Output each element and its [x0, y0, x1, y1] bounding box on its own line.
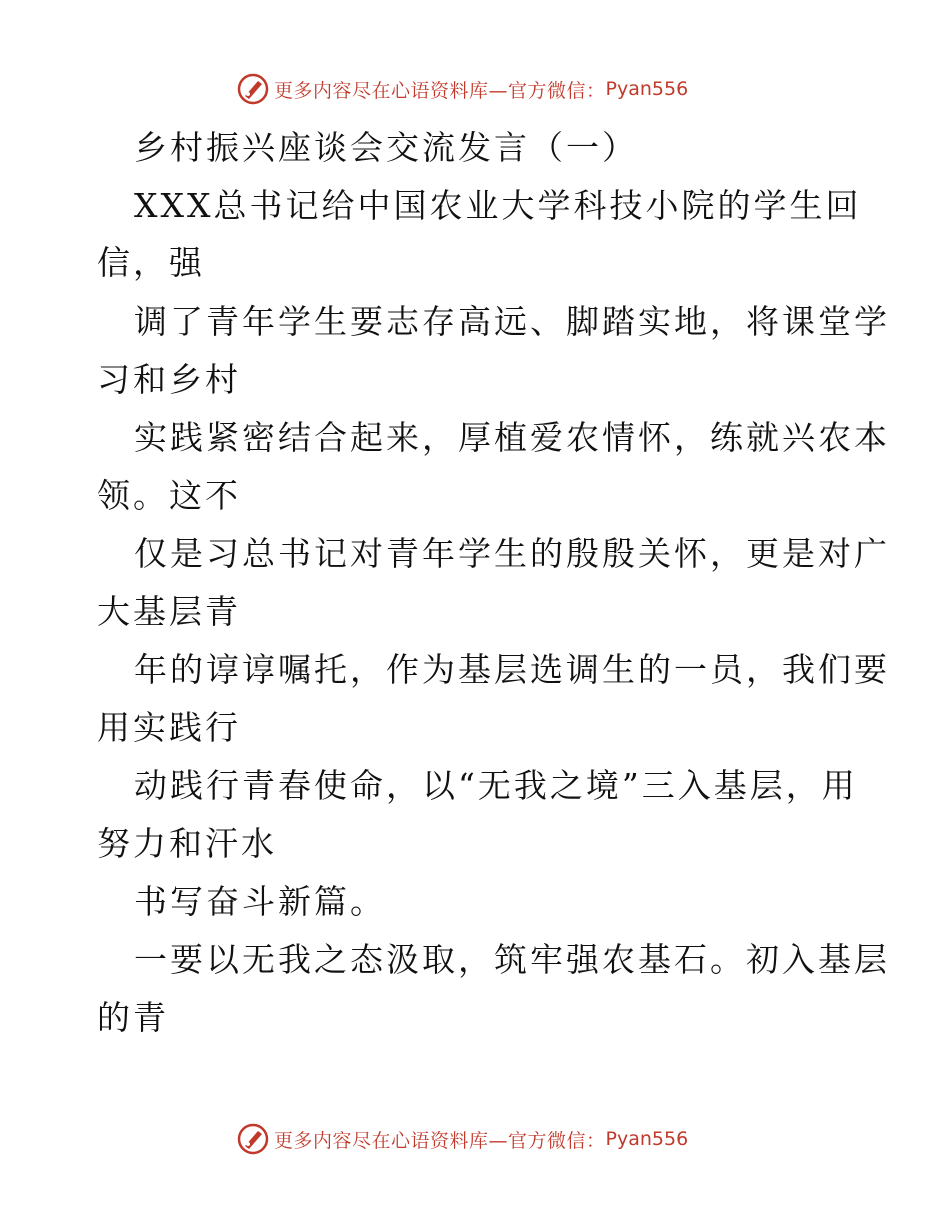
text-line: 领。这不 — [97, 476, 241, 515]
text-line: 一要以无我之态汲取，筑牢强农基石。初入基层 — [134, 940, 890, 979]
header-banner-text: 更多内容尽在心语资料库—官方微信： — [274, 79, 606, 102]
footer-banner — [236, 1122, 688, 1156]
text-line: 努力和汗水 — [97, 824, 277, 863]
footer-banner-text: 更多内容尽在心语资料库—官方微信： — [274, 1129, 606, 1152]
text-line: 习和乡村 — [97, 360, 241, 399]
text-line: 大基层青 — [97, 592, 241, 631]
text-line: 书写奋斗新篇。 — [134, 882, 386, 921]
text-line: 调了青年学生要志存高远、脚踏实地，将课堂学 — [134, 302, 890, 341]
text-line: 动践行青春使命，以“无我之境”三入基层，用 — [134, 766, 858, 805]
pen-logo-icon — [236, 72, 270, 106]
footer-banner-id: Pyan556 — [605, 1128, 689, 1150]
text-line: 信，强 — [97, 243, 205, 282]
text-line: 的青 — [97, 998, 169, 1037]
header-banner — [236, 72, 688, 106]
text-line: 实践紧密结合起来，厚植爱农情怀，练就兴农本 — [134, 418, 890, 457]
text-line: 仅是习总书记对青年学生的殷殷关怀，更是对广 — [134, 534, 890, 573]
text-line: 年的谆谆嘱托，作为基层选调生的一员，我们要 — [134, 650, 890, 689]
text-line: XXX总书记给中国农业大学科技小院的学生回 — [134, 186, 862, 225]
text-line: 用实践行 — [97, 708, 241, 747]
header-banner-id: Pyan556 — [605, 78, 689, 100]
document-title: 乡村振兴座谈会交流发言（一） — [134, 128, 638, 167]
pen-logo-icon — [236, 1122, 270, 1156]
